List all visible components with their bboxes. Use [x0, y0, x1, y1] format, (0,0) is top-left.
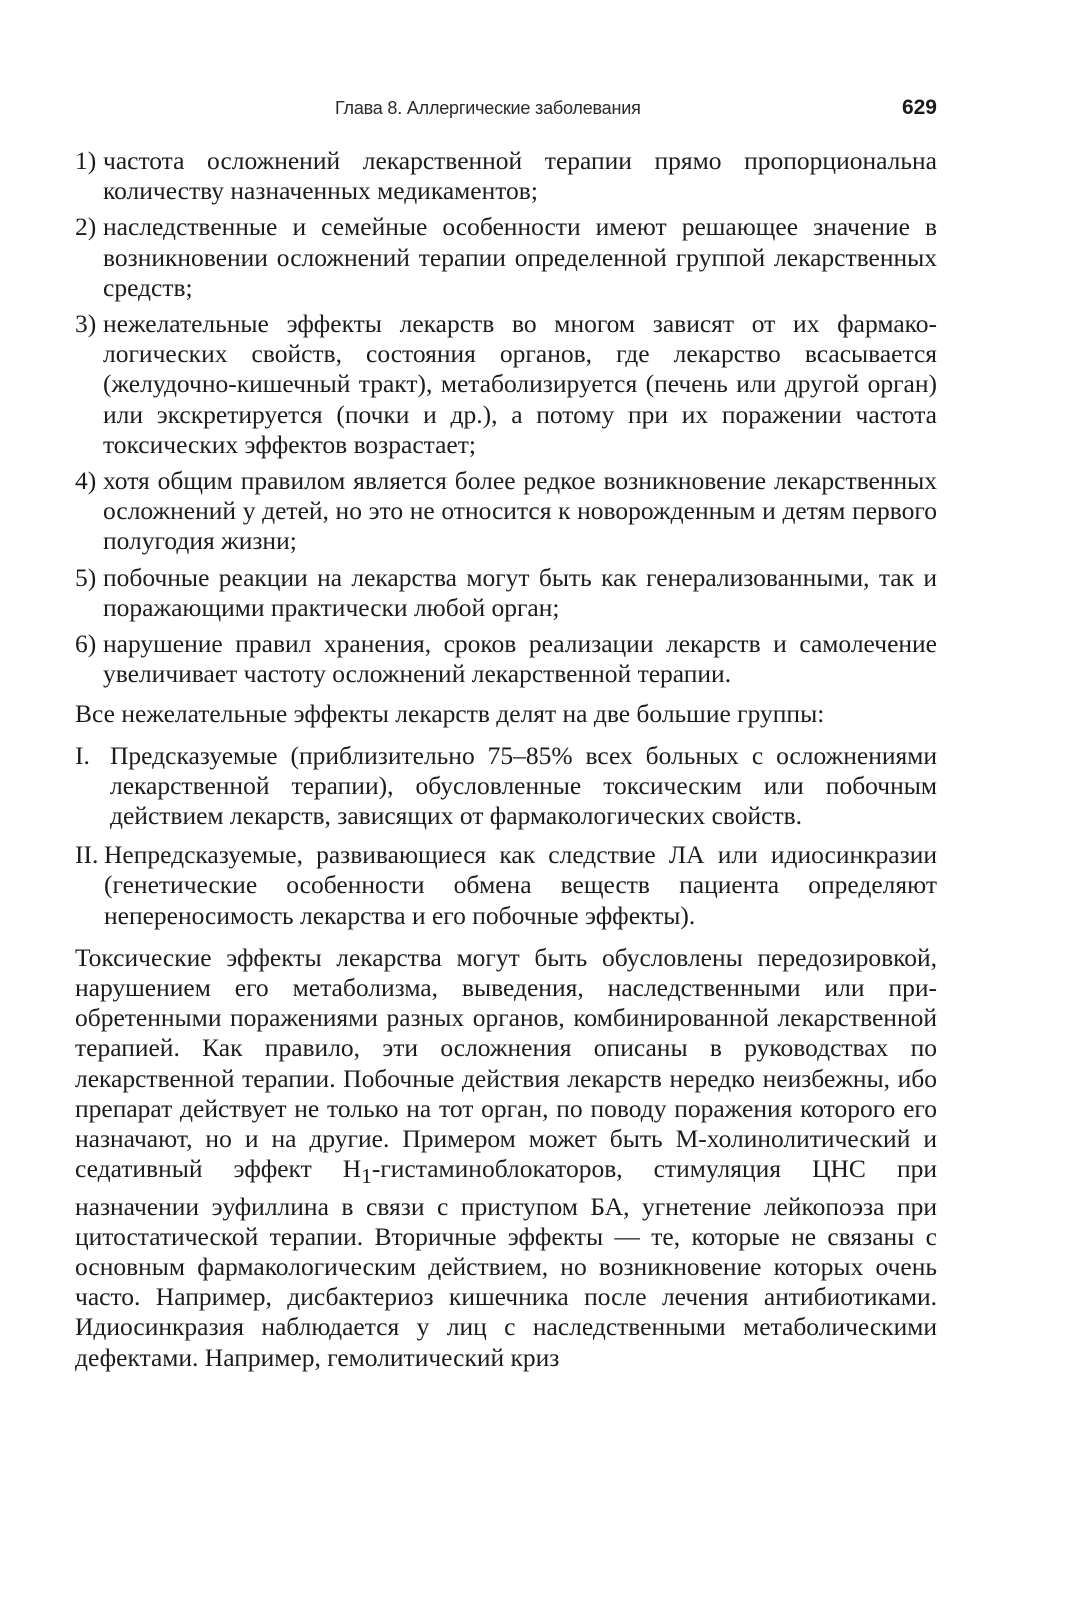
list-item-text: наследственные и семейные особенности имеют решающее значение в возникновении осложнений терапии определенной группой лекарственных средств;: [103, 212, 937, 302]
list-item: [75, 466, 937, 557]
list-marker: 5): [75, 562, 97, 592]
list-item: [75, 309, 937, 460]
list-item-text: побочные реакции на лекарства могут быть как генерализованными, так и поражающими практически любой орган;: [103, 562, 937, 622]
list-item-text: нежелательные эффекты лекарств во многом зависят от их фармакологических свойств, состояния органов, где лекарство всасывается (желудочно-кишечный тракт), метаболизируется (печень или другой орган) или экскретируется (почки и др.), а потому при их поражении частота токсических эффектов возрастает;: [103, 309, 937, 459]
list-marker: 6): [75, 629, 97, 659]
subscript-one: 1: [361, 1164, 372, 1189]
page-number: 629: [901, 96, 937, 119]
list-marker: 3): [75, 309, 97, 339]
roman-marker: I.: [75, 740, 90, 770]
roman-list: [75, 741, 937, 931]
list-marker: 4): [75, 466, 97, 496]
list-item-text: нарушение правил хранения, сроков реализации лекарств и самолечение увеличивает частоту осложнений лекарственной терапии.: [103, 629, 937, 689]
list-item: [75, 212, 937, 303]
roman-item-text: Предсказуемые (приблизительно 75–85% всех больных с осложнениями лекарственной терапии), обусловленные токсическим или побочным действием лекарств, зависящих от фармакологических свойств.: [110, 740, 937, 831]
list-item: [75, 629, 937, 689]
page-body: [75, 146, 937, 1373]
list-item-text: хотя общим правилом является более редкое возникновение лекарственных осложнений у детей, но это не относится к новорожденным и детям первого полугодия жизни;: [103, 466, 937, 556]
page-header: [75, 96, 937, 126]
numbered-list: [75, 146, 937, 689]
paragraph-text-part1: Токсические эффекты лекарства могут быть обусловлены передозировкой, нарушением его метаболизма, выведения, наследственными или приобретенными поражениями разных органов, комбинированной лекарственной терапией. Как правило, эти осложнения описаны в руководствах по лекарственной терапии. Побочные действия лекарств нередко неизбежны, ибо препарат действует не только на тот орган, по поводу поражения которого его назначают, но и на другие. Примером может быть М-холинолитический и седативный эффект Н: [75, 942, 937, 1184]
list-item: [75, 146, 937, 206]
roman-list-item: [75, 840, 937, 931]
list-item-text: частота осложнений лекарственной терапии прямо пропорциональна количеству назначенных медикаментов;: [103, 146, 937, 206]
paragraph-text-part2: -гистаминоблокаторов, стимуляция ЦНС при назначении эуфиллина в связи с приступом БА, угнетение лейкопоэза при цитостатической терапии. Вторичные эффекты — те, которые не связаны с основным фармакологическим действием, но возникновение которых очень часто. Например, дисбактериоз кишечника после лечения антибиотиками. Идиосинкразия наблюдается у лиц с наследственными метаболическими дефектами. Например, гемолитический криз: [75, 1154, 937, 1372]
roman-list-item: [75, 741, 937, 832]
body-paragraph: [75, 943, 937, 1373]
list-marker: 1): [75, 146, 97, 175]
running-title: Глава 8. Аллергические заболевания: [335, 98, 641, 118]
list-marker: 2): [75, 212, 97, 242]
roman-marker: II.: [75, 840, 99, 870]
list-item: [75, 563, 937, 623]
roman-item-text: Непредсказуемые, развивающиеся как следствие ЛА или идиосинкразии (генетические особенности обмена веществ пациента определяют непереносимость лекарства и его побочные эффекты).: [104, 840, 937, 930]
groups-intro: Все нежелательные эффекты лекарств делят на две большие группы:: [75, 699, 825, 729]
